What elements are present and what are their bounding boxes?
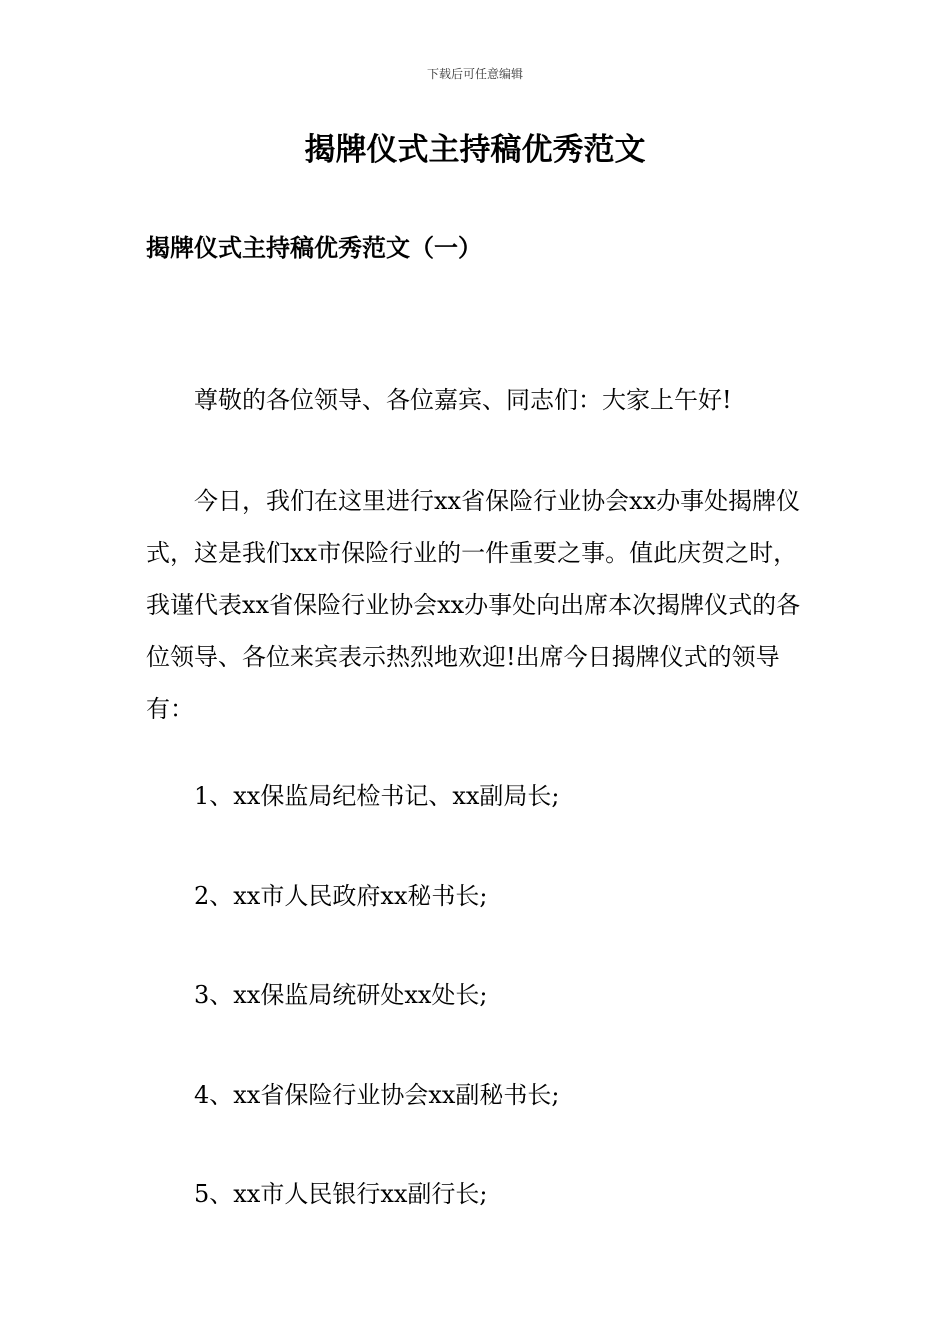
attendee-list-item: 4、xx省保险行业协会xx副秘书长; — [194, 1081, 560, 1109]
intro-paragraph: 今日，我们在这里进行xx省保险行业协会xx办事处揭牌仪式，这是我们xx市保险行业的一件重要之事。值此庆贺之时，我谨代表xx省保险行业协会xx办事处向出席本次揭牌仪式的各位领导、各位来宾表示热烈地欢迎!出席今日揭牌仪式的领导有： — [146, 487, 801, 723]
document-title: 揭牌仪式主持稿优秀范文 — [304, 132, 646, 168]
greeting-paragraph: 尊敬的各位领导、各位嘉宾、同志们：大家上午好! — [194, 386, 732, 414]
attendee-list-item: 1、xx保监局纪检书记、xx副局长; — [194, 782, 560, 810]
header-note: 下载后可任意编辑 — [426, 67, 523, 81]
attendee-list-item: 3、xx保监局统研处xx处长; — [194, 981, 488, 1009]
section-heading: 揭牌仪式主持稿优秀范文（一） — [146, 233, 482, 262]
attendee-list-item: 5、xx市人民银行xx副行长; — [194, 1180, 488, 1208]
attendee-list-item: 2、xx市人民政府xx秘书长; — [194, 882, 488, 910]
